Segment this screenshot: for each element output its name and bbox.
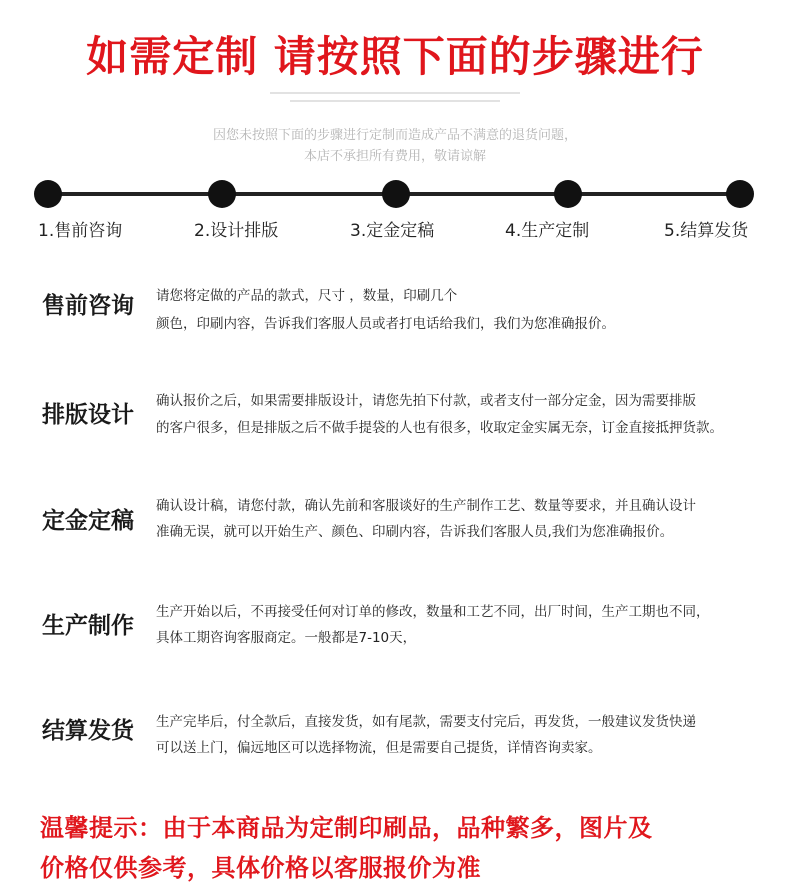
section-text-line: 准确无误，就可以开始生产、颜色、印刷内容，告诉我们客服人员,我们为您准确报价。 xyxy=(156,524,674,540)
step-label-3: 3.定金定稿 xyxy=(350,221,435,241)
section-text-line: 颜色，印刷内容，告诉我们客服人员或者打电话给我们，我们为您准确报价。 xyxy=(156,316,615,332)
section-text-line: 确认报价之后，如果需要排版设计，请您先拍下付款，或者支付一部分定金，因为需要排版 xyxy=(156,393,696,409)
timeline-dot-3 xyxy=(382,180,410,208)
section-text-line: 生产完毕后，付全款后，直接发货，如有尾款，需要支付完后，再发货，一般建议发货快递 xyxy=(156,714,696,730)
section-text-line: 确认设计稿，请您付款，确认先前和客服谈好的生产制作工艺、数量等要求，并且确认设计 xyxy=(156,498,696,514)
step-label-1: 1.售前咨询 xyxy=(38,221,123,241)
decorative-divider xyxy=(270,92,520,94)
timeline-dot-2 xyxy=(208,180,236,208)
step-label-4: 4.生产定制 xyxy=(505,221,590,241)
section-title: 生产制作 xyxy=(42,613,134,639)
notice-text: 本店不承担所有费用，敬请谅解 xyxy=(303,149,486,164)
timeline-dot-1 xyxy=(34,180,62,208)
timeline-dot-5 xyxy=(726,180,754,208)
notice-text: 因您未按照下面的步骤进行定制而造成产品不满意的退货问题， xyxy=(212,128,577,143)
section-title: 售前咨询 xyxy=(42,293,134,319)
section-title: 结算发货 xyxy=(42,718,134,744)
timeline-dot-4 xyxy=(554,180,582,208)
section-title: 排版设计 xyxy=(42,402,134,428)
page-title: 如需定制 请按照下面的步骤进行 xyxy=(86,32,704,81)
section-text-line: 可以送上门，偏远地区可以选择物流，但是需要自己提货，详情咨询卖家。 xyxy=(156,740,602,756)
tip-line: 价格仅供参考，具体价格以客服报价为准 xyxy=(40,854,481,882)
step-label-5: 5.结算发货 xyxy=(664,221,749,241)
tip-line: 温馨提示：由于本商品为定制印刷品，品种繁多，图片及 xyxy=(40,814,653,842)
section-title: 定金定稿 xyxy=(42,508,134,534)
decorative-divider xyxy=(290,100,500,102)
step-label-2: 2.设计排版 xyxy=(194,221,279,241)
section-text-line: 生产开始以后，不再接受任何对订单的修改，数量和工艺不同，出厂时间，生产工期也不同， xyxy=(156,604,710,620)
section-text-line: 的客户很多，但是排版之后不做手提袋的人也有很多，收取定金实属无奈，订金直接抵押货款。 xyxy=(156,420,723,436)
section-text-line: 请您将定做的产品的款式，尺寸 ，数量，印刷几个 xyxy=(156,288,458,304)
section-text-line: 具体工期咨询客服商定。一般都是7-10天， xyxy=(156,630,417,646)
